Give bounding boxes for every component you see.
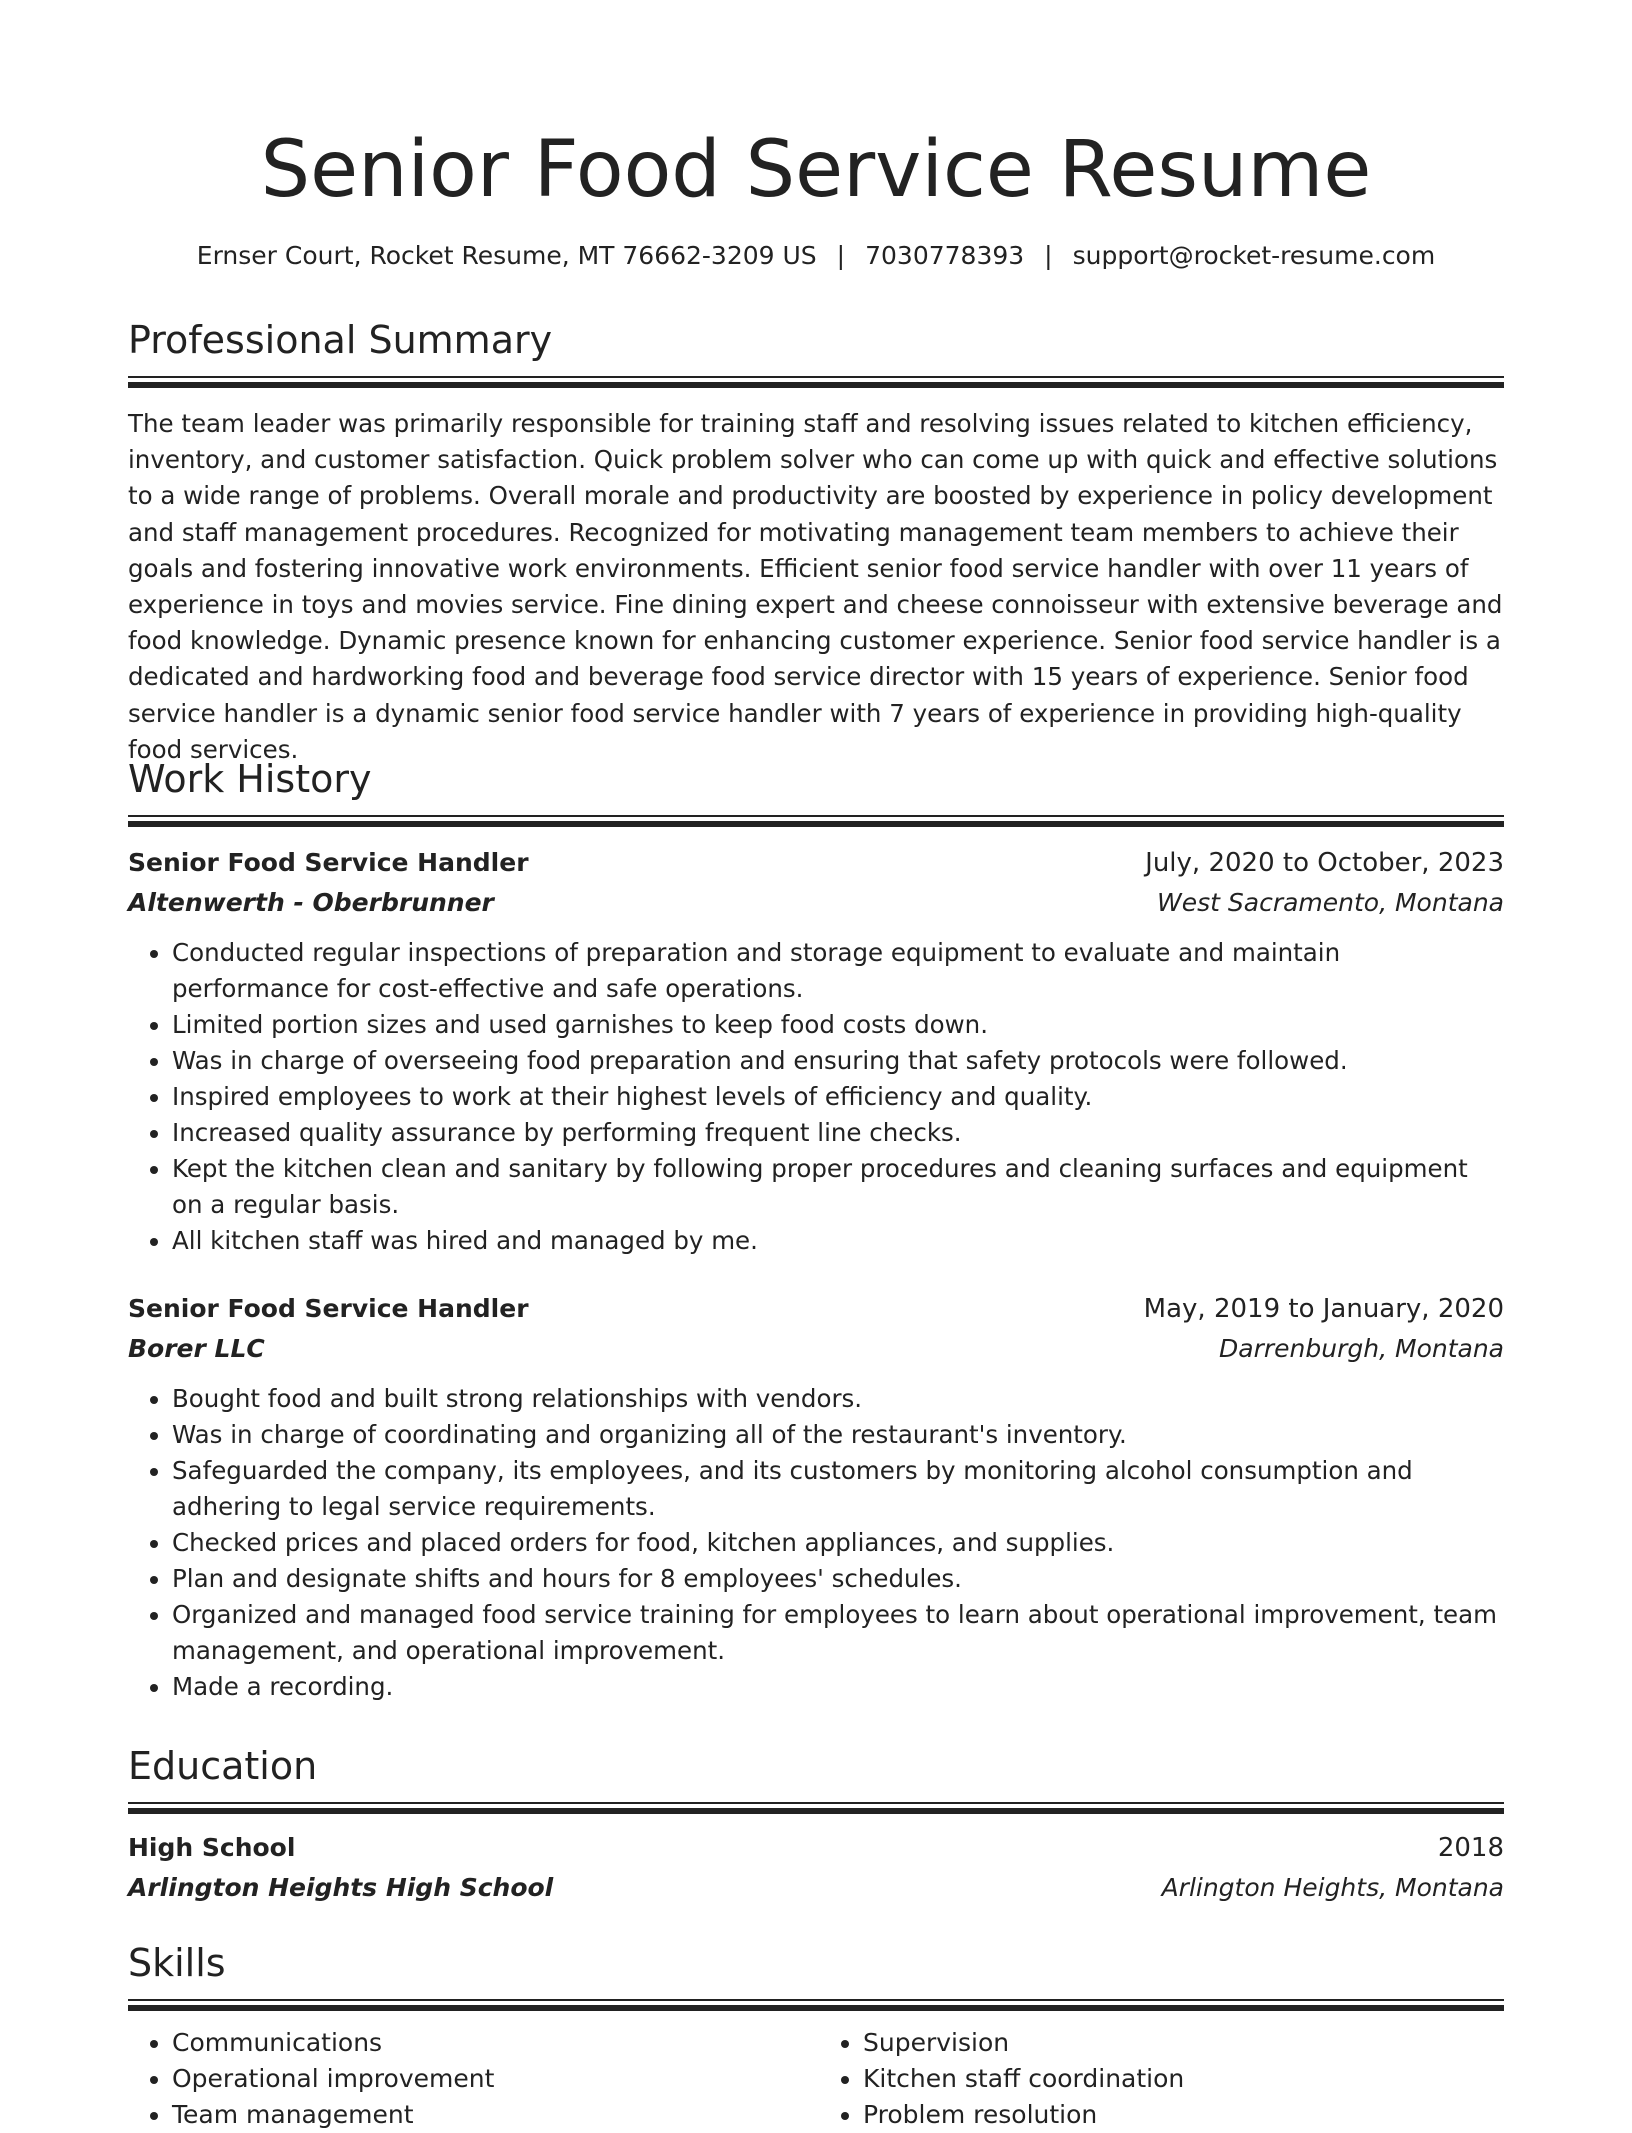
job-duty: • Conducted regular inspections of preparation and storage equipment to evaluate and maintain performance for cost-effective and safe operations. — [172, 935, 1504, 1007]
contact-email[interactable]: support@rocket-resume.com — [1072, 241, 1436, 270]
section-divider — [128, 1999, 1504, 2011]
skills-column-right — [813, 2025, 1504, 2133]
job-location: Darrenburgh, Montana — [1219, 1334, 1504, 1363]
job-duty: • Limited portion sizes and used garnishes to keep food costs down. — [172, 1007, 1504, 1043]
skills-section — [128, 1937, 1504, 2133]
section-divider — [128, 815, 1504, 827]
job-dates: May, 2019 to January, 2020 — [1143, 1294, 1504, 1324]
contact-line — [0, 238, 1632, 274]
education-year: 2018 — [1437, 1833, 1504, 1863]
education-degree: High School — [128, 1833, 296, 1862]
job-title: Senior Food Service Handler — [128, 848, 529, 877]
job-duty: • Checked prices and placed orders for food, kitchen appliances, and supplies. — [172, 1525, 1504, 1561]
skill-item: • Team management — [172, 2097, 813, 2133]
job-duty: • Was in charge of coordinating and organizing all of the restaurant's inventory. — [172, 1417, 1504, 1453]
skill-item: • Supervision — [863, 2025, 1504, 2061]
skill-item: • Problem resolution — [863, 2097, 1504, 2133]
skills-column-left — [128, 2025, 813, 2133]
contact-address: Ernser Court, Rocket Resume, MT 76662-3209 US — [196, 241, 817, 270]
education-school: Arlington Heights High School — [128, 1873, 554, 1902]
job-duty: • Organized and managed food service training for employees to learn about operational improvement, team management, and operational improvement. — [172, 1597, 1504, 1669]
education-location: Arlington Heights, Montana — [1161, 1873, 1504, 1902]
summary-section — [128, 314, 1504, 768]
job-title: Senior Food Service Handler — [128, 1294, 529, 1323]
job-duty: • Increased quality assurance by performing frequent line checks. — [172, 1115, 1504, 1151]
skill-item: • Operational improvement — [172, 2061, 813, 2097]
job-entry — [128, 1289, 1504, 1705]
work-history-heading: Work History — [128, 757, 372, 801]
skills-heading: Skills — [128, 1941, 226, 1985]
job-employer: Borer LLC — [128, 1334, 265, 1363]
section-divider — [128, 1802, 1504, 1814]
job-duties-list — [128, 935, 1504, 1259]
job-duty: • Was in charge of overseeing food preparation and ensuring that safety protocols were followed. — [172, 1043, 1504, 1079]
job-duty: • Safeguarded the company, its employees, and its customers by monitoring alcohol consumption and adhering to legal service requirements. — [172, 1453, 1504, 1525]
work-history-section — [128, 753, 1504, 1705]
job-duty: • Inspired employees to work at their highest levels of efficiency and quality. — [172, 1079, 1504, 1115]
summary-heading: Professional Summary — [128, 318, 553, 362]
job-duty: • Kept the kitchen clean and sanitary by following proper procedures and cleaning surfaces and equipment on a regular basis. — [172, 1151, 1504, 1223]
education-section — [128, 1740, 1504, 1908]
job-entry — [128, 843, 1504, 1259]
summary-text: The team leader was primarily responsible for training staff and resolving issues related to kitchen efficiency, inventory, and customer satisfaction. Quick problem solver who can come up with quick and effective solutions to a wide range of problems. Overall morale and productivity are boosted by experience in policy development and staff management procedures. Recognized for motivating management team members to achieve their goals and fostering innovative work environments. Efficient senior food service handler with over 11 years of experience in toys and movies service. Fine dining expert and cheese connoisseur with extensive beverage and food knowledge. Dynamic presence known for enhancing customer experience. Senior food service handler is a dedicated and hardworking food and beverage food service director with 15 years of experience. Senior food service handler is a dynamic senior food service handler with 7 years of experience in providing high-quality food services. — [128, 409, 1503, 764]
contact-separator: | — [1044, 241, 1053, 270]
education-heading: Education — [128, 1744, 318, 1788]
skill-item: • Kitchen staff coordination — [863, 2061, 1504, 2097]
job-duty: • Made a recording. — [172, 1669, 1504, 1705]
job-employer: Altenwerth - Oberbrunner — [128, 888, 494, 917]
job-duties-list — [128, 1381, 1504, 1705]
contact-separator: | — [836, 241, 846, 270]
education-entry — [128, 1828, 1504, 1908]
contact-phone: 7030778393 — [865, 241, 1025, 270]
job-duty: • All kitchen staff was hired and managed by me. — [172, 1223, 1504, 1259]
resume-title: Senior Food Service Resume — [260, 125, 1372, 215]
job-duty: • Bought food and built strong relationships with vendors. — [172, 1381, 1504, 1417]
skill-item: • Communications — [172, 2025, 813, 2061]
job-location: West Sacramento, Montana — [1157, 888, 1504, 917]
job-dates: July, 2020 to October, 2023 — [1145, 848, 1504, 878]
job-duty: • Plan and designate shifts and hours for 8 employees' schedules. — [172, 1561, 1504, 1597]
skills-list — [128, 2025, 1504, 2133]
section-divider — [128, 376, 1504, 388]
